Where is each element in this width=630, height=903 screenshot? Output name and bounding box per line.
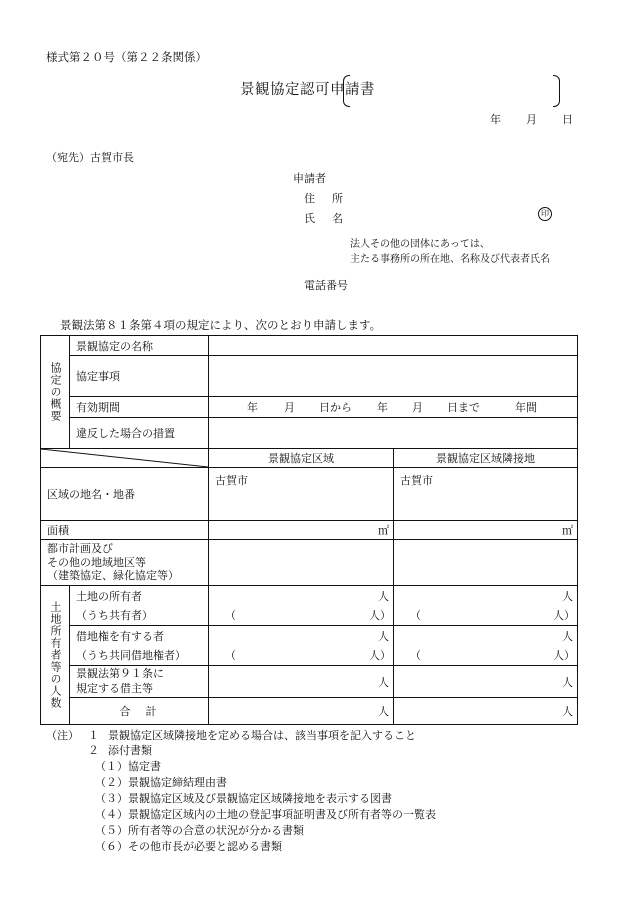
art91-line-1: 景観法第９１条に	[76, 667, 164, 681]
col-header-adjacent: 景観協定区域隣接地	[394, 449, 578, 468]
city-plan-line-1: 都市計画及び	[47, 541, 113, 555]
date-day: 日	[562, 113, 573, 126]
leaseholders-label: 借地権を有する者	[70, 626, 209, 646]
owners-group-label: 土地所有者等の人数	[41, 586, 70, 725]
form-title: 景観協定認可申請書	[240, 82, 375, 98]
agreement-name-label: 景観協定の名称	[70, 336, 209, 356]
co-owners-area-close: 人）	[369, 608, 391, 622]
co-leaseholders-adjacent-open: （	[410, 649, 421, 663]
diagonal-header-cell	[41, 449, 209, 468]
validity-years: 年間	[515, 401, 537, 414]
attachment-item: （２）景観協定締結理由書	[95, 776, 227, 789]
art91-label	[70, 666, 209, 698]
art91-area-unit: 人	[209, 666, 394, 698]
attachment-item: （３）景観協定区域及び景観協定区域隣接地を表示する図書	[95, 792, 392, 805]
city-plan-adjacent	[394, 540, 578, 586]
co-owners-area-open: （	[225, 609, 236, 623]
note-1-number: １	[88, 729, 99, 742]
bracket-right	[553, 75, 560, 107]
validity-year-1: 年	[247, 401, 258, 414]
art91-line-2: 規定する借主等	[76, 681, 153, 695]
attachment-item: （１）協定書	[95, 760, 161, 773]
land-owners-adjacent-unit: 人	[394, 586, 578, 606]
name-label: 氏 名	[304, 212, 346, 225]
land-owners-area-unit: 人	[209, 586, 394, 606]
agreement-items-label: 協定事項	[70, 356, 209, 397]
col-header-area: 景観協定区域	[209, 449, 394, 468]
art91-adjacent-unit: 人	[394, 666, 578, 698]
attachment-item: （６）その他市長が必要と認める書類	[95, 840, 282, 853]
place-value-area: 古賀市	[209, 468, 394, 521]
agreement-name-value	[209, 336, 578, 356]
agreement-items-value	[209, 356, 578, 397]
co-leaseholders-area-close: 人）	[369, 648, 391, 662]
validity-month-1: 月	[284, 401, 295, 414]
area-label: 面積	[41, 521, 209, 540]
area-unit-2: ㎡	[394, 521, 578, 540]
co-leaseholders-area-open: （	[225, 649, 236, 663]
co-owners-adjacent-open: （	[410, 609, 421, 623]
validity-value	[209, 397, 578, 418]
validity-until: 日まで	[447, 401, 480, 414]
form-number: 様式第２０号（第２２条関係）	[46, 50, 207, 64]
attachment-item: （５）所有者等の合意の状況が分かる書類	[95, 824, 304, 837]
co-owners-label: （うち共有者）	[70, 606, 209, 626]
co-owners-adjacent-close: 人）	[553, 608, 575, 622]
corp-note-1: 法人その他の団体にあっては、	[350, 239, 490, 250]
date-year: 年	[490, 113, 501, 126]
note-2-number: ２	[88, 744, 99, 757]
phone-label: 電話番号	[304, 279, 348, 292]
leaseholders-area-unit: 人	[209, 626, 394, 646]
validity-year-2: 年	[377, 401, 388, 414]
address-label: 住 所	[304, 192, 346, 205]
bracket-left	[343, 75, 350, 107]
co-leaseholders-adjacent	[394, 646, 578, 666]
violation-label: 違反した場合の措置	[70, 418, 209, 449]
corp-note-2: 主たる事務所の所在地、名称及び代表者氏名	[350, 254, 550, 265]
validity-label: 有効期間	[70, 397, 209, 418]
addressee: （宛先）古賀市長	[46, 151, 134, 164]
land-owners-label: 土地の所有者	[70, 586, 209, 606]
seal-mark: 印	[538, 207, 552, 221]
co-owners-adjacent	[394, 606, 578, 626]
co-owners-area	[209, 606, 394, 626]
city-plan-line-2: その他の地域地区等	[47, 555, 146, 569]
total-area-unit: 人	[209, 698, 394, 725]
validity-month-2: 月	[412, 401, 423, 414]
application-table	[40, 335, 578, 725]
leaseholders-adjacent-unit: 人	[394, 626, 578, 646]
violation-value	[209, 418, 578, 449]
place-value-adjacent: 古賀市	[394, 468, 578, 521]
total-adjacent-unit: 人	[394, 698, 578, 725]
validity-from: 日から	[319, 401, 352, 414]
date-month: 月	[526, 113, 537, 126]
city-plan-line-3: （建築協定、緑化協定等）	[47, 569, 179, 583]
note-1-text: 景観協定区域隣接地を定める場合は、該当事項を記入すること	[108, 729, 416, 742]
co-leaseholders-label: （うち共同借地権者）	[70, 646, 209, 666]
co-leaseholders-adjacent-close: 人）	[553, 648, 575, 662]
note-2-text: 添付書類	[108, 744, 152, 757]
intro-text: 景観法第８１条第４項の規定により、次のとおり申請します。	[60, 318, 382, 332]
overview-group-label: 協定の概要	[41, 336, 70, 449]
notes-label: （注）	[46, 729, 79, 742]
area-unit-1: ㎡	[209, 521, 394, 540]
city-plan-area	[209, 540, 394, 586]
attachment-item: （４）景観協定区域内の土地の登記事項証明書及び所有者等の一覧表	[95, 808, 436, 821]
total-label: 合 計	[70, 698, 209, 725]
place-name-label: 区域の地名・地番	[41, 468, 209, 521]
city-plan-label	[41, 540, 209, 586]
applicant-label: 申請者	[293, 172, 326, 185]
co-leaseholders-area	[209, 646, 394, 666]
